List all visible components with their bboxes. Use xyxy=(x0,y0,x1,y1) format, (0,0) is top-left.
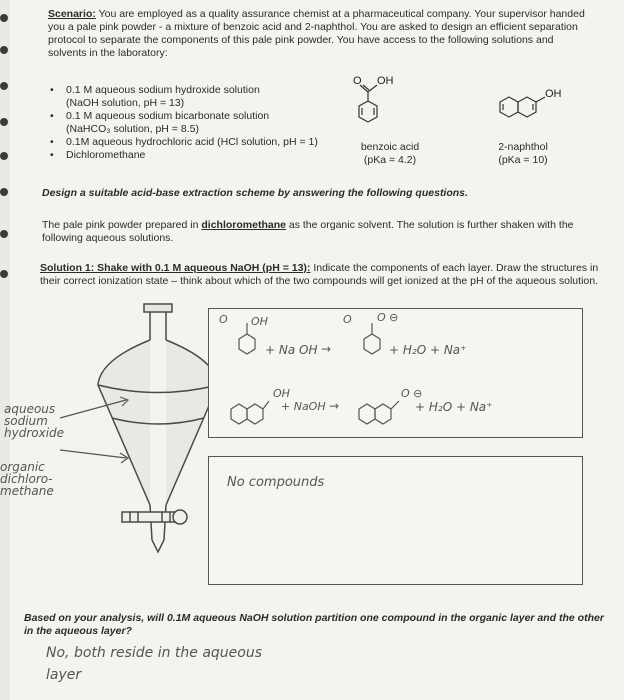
reagent-detail: (NaOH solution, pH = 13) xyxy=(66,97,185,109)
aqueous-layer-label xyxy=(4,403,64,439)
final-question: Based on your analysis, will 0.1M aqueous NaOH solution partition one compound in the organic layer and the other in the aqueous layer? xyxy=(24,612,604,637)
binding-hole xyxy=(0,82,8,90)
binding-hole xyxy=(0,188,8,196)
reaction1-reagent: + Na OH xyxy=(265,343,318,357)
intro-solvent: dichloromethane xyxy=(201,219,286,231)
answer-line: layer xyxy=(46,667,82,683)
organic-layer-label xyxy=(0,461,54,497)
reagent-list xyxy=(50,84,350,162)
binding-hole xyxy=(0,270,8,278)
naphthol-oh-label: OH xyxy=(545,88,562,100)
scenario-label: Scenario: xyxy=(48,8,96,20)
compound-pka: (pKa = 4.2) xyxy=(363,154,417,166)
product1-anion-label: O ⊖ xyxy=(377,311,399,324)
organic-label-line: organic xyxy=(0,460,45,474)
compound-pka: (pKa = 10) xyxy=(498,154,548,166)
product2-anion-label: O ⊖ xyxy=(401,387,423,400)
binding-hole xyxy=(0,152,8,160)
benzoic-acid-structure xyxy=(335,68,415,143)
product1-o-label: O xyxy=(343,313,352,326)
reaction2-arrow: → xyxy=(329,399,340,413)
reaction1-products: + H₂O + Na⁺ xyxy=(389,343,467,357)
binding-hole xyxy=(0,46,8,54)
scenario-paragraph xyxy=(48,8,593,60)
list-item xyxy=(50,110,350,136)
compound-benzoic-acid xyxy=(345,141,435,167)
reaction2-reagent: + NaOH xyxy=(281,400,326,413)
design-heading: Design a suitable acid-base extraction scheme by answering the following questions. xyxy=(42,187,468,199)
list-item xyxy=(50,136,350,149)
aqueous-layer-answer-box[interactable] xyxy=(208,308,583,438)
intro-paragraph xyxy=(42,219,602,245)
aqueous-label-line: aqueous xyxy=(4,402,56,416)
solution1-title: Solution 1: Shake with 0.1 M aqueous NaOH (pH = 13): xyxy=(40,262,311,274)
reaction2-products: + H₂O + Na⁺ xyxy=(415,400,493,414)
compound-name: benzoic acid xyxy=(360,141,420,153)
intro-text: The pale pink powder prepared in xyxy=(42,219,202,231)
organic-box-answer: No compounds xyxy=(227,475,325,490)
answer-line: No, both reside in the aqueous xyxy=(46,645,263,661)
reaction1-arrow: → xyxy=(321,342,332,356)
aqueous-label-line: hydroxide xyxy=(4,426,65,440)
organic-label-line: dichloro- xyxy=(0,472,53,486)
reactant2-oh-label: OH xyxy=(273,387,290,400)
carbonyl-o-label: O xyxy=(353,75,362,87)
2-naphthol-structure xyxy=(490,80,600,140)
binding-hole xyxy=(0,118,8,126)
scenario-text: You are employed as a quality assurance chemist at a pharmaceutical company. Your supervisor handed you a pale pink powder - a mixture of benzoic acid and 2-naphthol. You are asked to design an efficient separation protocol to separate the components of this pale pink powder. You have access to the following solutions and solvents in the laboratory: xyxy=(48,8,585,59)
solution1-text: Indicate the components of each layer. Draw the structures in their correct ionization state – think about which of the two compounds will get ionized at the pH of the aqueous solution. xyxy=(40,262,599,287)
reagent-detail: (NaHCO₃ solution, pH = 8.5) xyxy=(66,123,199,135)
binding-hole xyxy=(0,230,8,238)
handwritten-reactions xyxy=(209,309,582,437)
solution1-paragraph xyxy=(40,262,605,288)
binding-hole xyxy=(0,14,8,22)
reagent-name: • 0.1M aqueous hydrochloric acid (HCl solution, pH = 1) xyxy=(66,136,318,148)
aqueous-label-line: sodium xyxy=(4,414,48,428)
notebook-binding xyxy=(0,0,10,700)
organic-layer-answer-box[interactable] xyxy=(208,456,583,585)
reagent-name: • 0.1 M aqueous sodium hydroxide solution xyxy=(66,84,260,96)
intro-text: as the organic solvent. The solution is further shaken with the following aqueous solutions. xyxy=(42,219,574,244)
acid-oh-label: OH xyxy=(377,75,394,87)
final-answer xyxy=(46,642,262,686)
reagent-name: • Dichloromethane xyxy=(66,149,146,161)
reagent-name: • 0.1 M aqueous sodium bicarbonate solution xyxy=(66,110,270,122)
compound-2-naphthol xyxy=(478,141,568,167)
reactant1-o-label: O xyxy=(219,313,228,326)
list-item xyxy=(50,149,350,162)
list-item xyxy=(50,84,350,110)
compound-name: 2-naphthol xyxy=(498,141,548,153)
organic-label-line: methane xyxy=(0,484,54,498)
reactant1-oh-label: OH xyxy=(251,315,268,328)
